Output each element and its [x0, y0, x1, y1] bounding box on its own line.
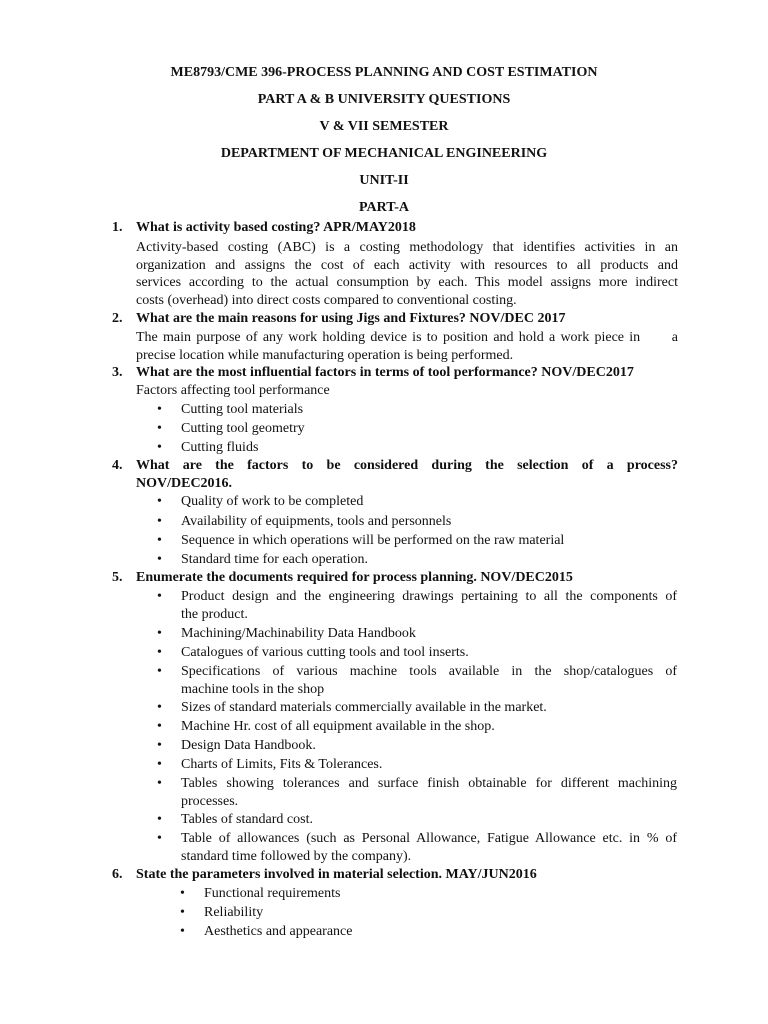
- semester-title: V & VII SEMESTER: [319, 119, 449, 134]
- bullet-icon: •: [157, 812, 162, 827]
- parts-title: PART A & B UNIVERSITY QUESTIONS: [257, 92, 511, 107]
- bullet-icon: •: [157, 552, 162, 567]
- bullet-icon: •: [157, 533, 162, 548]
- department-title: DEPARTMENT OF MECHANICAL ENGINEERING: [220, 146, 548, 161]
- section-title: PART-A: [358, 200, 410, 215]
- bullet-icon: •: [180, 886, 185, 901]
- bullet-icon: •: [157, 494, 162, 509]
- answer-line: costs (overhead) into direct costs compared to conventional costing.: [136, 292, 517, 308]
- answer-line: services according to the actual consumption by each. This model assigns more indirect: [136, 275, 678, 290]
- question-number: 2.: [112, 311, 123, 326]
- answer-line: precise location while manufacturing operation is being performed.: [136, 347, 514, 363]
- question-text-cont: NOV/DEC2016.: [136, 476, 233, 491]
- question-number: 5.: [112, 570, 123, 585]
- question-text: State the parameters involved in material selection. MAY/JUN2016: [136, 867, 537, 882]
- answer-paragraph: [136, 239, 678, 309]
- bullet-icon: •: [157, 514, 162, 529]
- answer-line: organization and assigns the cost of each activity with resources to all products and: [136, 257, 678, 273]
- bullet-icon: •: [157, 589, 162, 604]
- bullet-icon: •: [157, 402, 162, 417]
- bullet-icon: •: [157, 738, 162, 753]
- question-text: What are the main reasons for using Jigs and Fixtures? NOV/DEC 2017: [136, 311, 566, 326]
- document-page: ME8793/CME 396-PROCESS PLANNING AND COST ESTIMATION PART A & B UNIVERSITY QUESTIONS V & VII SEMESTER DEPARTMENT OF MECHANICAL ENGINEERING UNIT-II PART-A 1. What is activity based costing? APR/MAY2018 Activity-based costing (ABC) is a costing methodology that identifies activities in an organization and assigns the cost of each activity with resources to all products and services according to the actual consumption by each. This model assigns more indirect costs (overhead) into direct costs compared to conventional costing. 2. What are the main reasons for using Jigs and Fixtures? NOV/DEC 2017 The main purpose of any work holding device is to position and hold a work piece in a precise location while manufacturing operation is being performed. 3. What are the most influential factors in terms of tool performance? NOV/DEC2017 Factors affecting tool performance • Cutting tool materials • Cutting tool geometry • Cutting fluids 4. What are the factors to be considered during the selection of a process? NOV/DEC2016. • Quality of work to be completed • Availability of equipments, tools and personnels • Sequence in which operations will be performed on the raw material • Standard time for each operation. 5. Enumerate the documents required for process planning. NOV/DEC2015 • Product design and the engineering drawings pertaining to all the components of the product. • Machining/Machinability Data Handbook • Catalogues of various cutting tools and tool inserts. • Specifications of various machine tools available in the shop/catalogues of machine tools in the shop • Sizes of standard materials commercially available in the market. • Machine Hr. cost of all equipment available in the shop. • Design Data Handbook. • Charts of Limits, Fits & Tolerances. • Tables showing tolerances and surface finish obtainable for different machining processes. • Tables of standard cost. • Table of allowances (such as Personal Allowance, Fatigue Allowance etc. in % of standard time followed by the company). 6. State the parameters involved in material selection. MAY/JUN2016 • Functional requirements • Reliability • Aesthetics and appearance: [0, 0, 768, 1024]
- question-number: 4.: [112, 458, 123, 473]
- answer-paragraph: [136, 329, 678, 364]
- unit-title: UNIT-II: [359, 173, 409, 188]
- course-title: ME8793/CME 396-PROCESS PLANNING AND COST ESTIMATION: [170, 65, 598, 80]
- answer-line: Activity-based costing (ABC) is a costing methodology that identifies activities in an: [136, 240, 678, 255]
- bullet-icon: •: [157, 700, 162, 715]
- bullet-icon: •: [157, 664, 162, 679]
- bullet-icon: •: [157, 831, 162, 846]
- answer-line: The main purpose of any work holding device is to position and hold a work piece in a: [136, 330, 678, 345]
- bullet-icon: •: [180, 924, 185, 939]
- bullet-icon: •: [157, 440, 162, 455]
- bullet-icon: •: [180, 905, 185, 920]
- bullet-icon: •: [157, 645, 162, 660]
- question-text: What are the factors to be considered during the selection of a process?: [136, 458, 678, 473]
- bullet-icon: •: [157, 776, 162, 791]
- question-number: 3.: [112, 365, 123, 380]
- question-text: Enumerate the documents required for process planning. NOV/DEC2015: [136, 570, 573, 585]
- question-text: What is activity based costing? APR/MAY2018: [136, 220, 416, 235]
- bullet-icon: •: [157, 421, 162, 436]
- bullet-icon: •: [157, 757, 162, 772]
- bullet-icon: •: [157, 626, 162, 641]
- question-text: What are the most influential factors in terms of tool performance? NOV/DEC2017: [136, 365, 634, 380]
- question-number: 1.: [112, 220, 123, 235]
- question-number: 6.: [112, 867, 123, 882]
- bullet-icon: •: [157, 719, 162, 734]
- intro-text: Factors affecting tool performance: [136, 383, 330, 398]
